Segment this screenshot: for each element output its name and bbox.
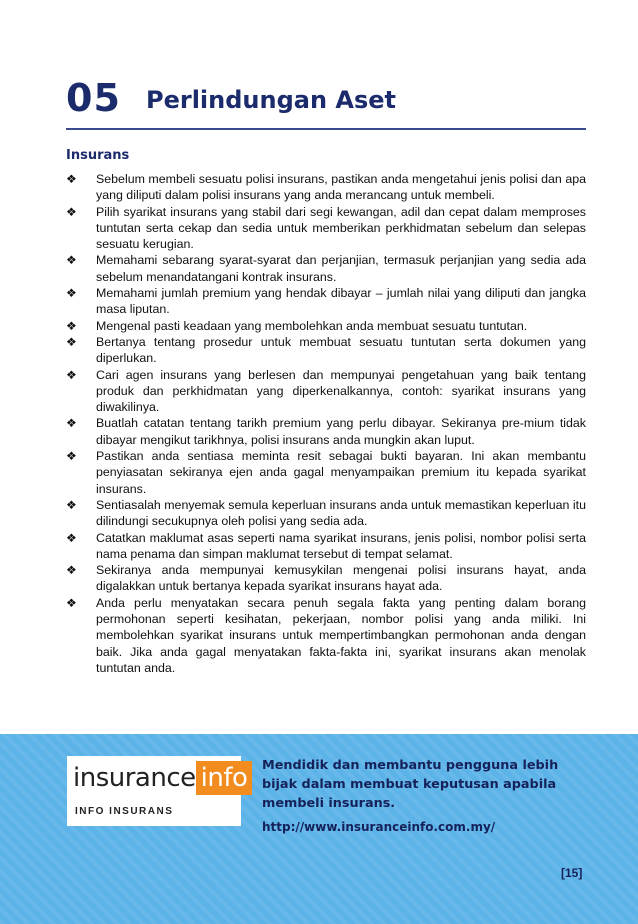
diamond-bullet-icon: ❖ bbox=[66, 595, 77, 610]
list-item bbox=[66, 204, 586, 253]
diamond-bullet-icon: ❖ bbox=[66, 172, 77, 186]
list-item-text: Sentiasalah menyemak semula keperluan insurans anda untuk memastikan keperluan itu dilindungi secukupnya oleh polisi yang sedia ada. bbox=[96, 497, 586, 529]
list-item bbox=[66, 562, 586, 595]
list-item-text: Catatkan maklumat asas seperti nama syarikat insurans, jenis polisi, nombor polisi serta nama penama dan simpan maklumat tersebut di tempat selamat. bbox=[96, 530, 586, 561]
diamond-bullet-icon: ❖ bbox=[66, 204, 77, 219]
list-item bbox=[66, 595, 586, 676]
page-number: [15] bbox=[561, 866, 583, 880]
list-item bbox=[66, 448, 586, 497]
list-item bbox=[66, 285, 586, 318]
diamond-bullet-icon: ❖ bbox=[66, 416, 77, 431]
list-item-text: Pastikan anda sentiasa meminta resit sebagai bukti bayaran. Ini akan membantu penyiasatan sekiranya ejen anda gagal menyampaikan premium itu kepada syarikat insurans. bbox=[96, 449, 586, 496]
list-item bbox=[66, 318, 586, 334]
logo-subtitle: INFO INSURANS bbox=[75, 806, 174, 817]
list-item-text: Bertanya tentang prosedur untuk membuat sesuatu tuntutan serta dokumen yang diperlukan. bbox=[96, 334, 586, 366]
list-item-text: Sekiranya anda mempunyai kemusykilan mengenai polisi insurans hayat, anda digalakkan untuk bertanya kepada syarikat insurans hayat ada. bbox=[96, 563, 586, 594]
logo-wordmark bbox=[73, 761, 252, 799]
footer-banner bbox=[0, 734, 638, 924]
header-divider bbox=[66, 128, 586, 130]
list-item bbox=[66, 171, 586, 204]
list-item bbox=[66, 497, 586, 530]
diamond-bullet-icon: ❖ bbox=[66, 253, 77, 268]
diamond-bullet-icon: ❖ bbox=[66, 497, 77, 512]
diamond-bullet-icon: ❖ bbox=[66, 367, 77, 382]
website-link[interactable]: http://www.insuranceinfo.com.my/ bbox=[262, 820, 496, 834]
chapter-number: 05 bbox=[66, 76, 121, 120]
list-item bbox=[66, 367, 586, 416]
logo-word-info: info bbox=[196, 761, 253, 795]
diamond-bullet-icon: ❖ bbox=[66, 449, 77, 464]
diamond-bullet-icon: ❖ bbox=[66, 334, 77, 349]
diamond-bullet-icon: ❖ bbox=[66, 318, 77, 333]
list-item bbox=[66, 415, 586, 448]
footer-tagline: Mendidik dan membantu pengguna lebih bijak dalam membuat keputusan apabila membeli insurans. bbox=[262, 758, 559, 811]
list-item-text: Memahami jumlah premium yang hendak dibayar – jumlah nilai yang diliputi dan jangka masa liputan. bbox=[96, 286, 586, 317]
diamond-bullet-icon: ❖ bbox=[66, 286, 77, 301]
logo-word-insurance: insurance bbox=[73, 763, 196, 793]
list-item-text: Buatlah catatan tentang tarikh premium yang perlu dibayar. Sekiranya pre-mium tidak dibayar mengikut tarikhnya, polisi insurans anda mungkin akan luput. bbox=[96, 416, 586, 447]
section-heading: Insurans bbox=[66, 148, 130, 163]
list-item-text: Memahami sebarang syarat-syarat dan perjanjian, termasuk perjanjian yang sedia ada sebelum menandatangani kontrak insurans. bbox=[96, 253, 586, 284]
list-item bbox=[66, 334, 586, 367]
list-item-text: Cari agen insurans yang berlesen dan mempunyai pengetahuan yang baik tentang produk dan perkhidmatan yang diperkenalkannya, contoh: syarikat insurans yang diwakilinya. bbox=[96, 367, 586, 415]
chapter-title: Perlindungan Aset bbox=[146, 86, 397, 114]
list-item-text: Anda perlu menyatakan secara penuh segala fakta yang penting dalam borang permohonan seperti kesihatan, pekerjaan, nombor polisi yang anda miliki. Ini membolehkan syarikat insurans untuk mempertimbangkan permohonan anda dengan baik. Jika anda gagal menyatakan fakta-fakta ini, syarikat insurans akan menolak tuntutan anda. bbox=[96, 595, 586, 675]
diamond-bullet-icon: ❖ bbox=[66, 530, 77, 545]
list-item-text: Mengenal pasti keadaan yang membolehkan anda membuat sesuatu tuntutan. bbox=[96, 318, 528, 333]
list-item bbox=[66, 252, 586, 285]
diamond-bullet-icon: ❖ bbox=[66, 563, 77, 578]
list-item-text: Sebelum membeli sesuatu polisi insurans, pastikan anda mengetahui jenis polisi dan apa yang diliputi dalam polisi insurans yang anda merancang untuk membeli. bbox=[96, 172, 586, 203]
list-item bbox=[66, 530, 586, 563]
insuranceinfo-logo bbox=[67, 756, 248, 826]
list-item-text: Pilih syarikat insurans yang stabil dari segi kewangan, adil dan cepat dalam memproses tuntutan serta cekap dan sedia untuk memberikan perkhidmatan sebelum dan selepas sesuatu kerugian. bbox=[96, 204, 586, 252]
tips-list bbox=[66, 171, 586, 676]
